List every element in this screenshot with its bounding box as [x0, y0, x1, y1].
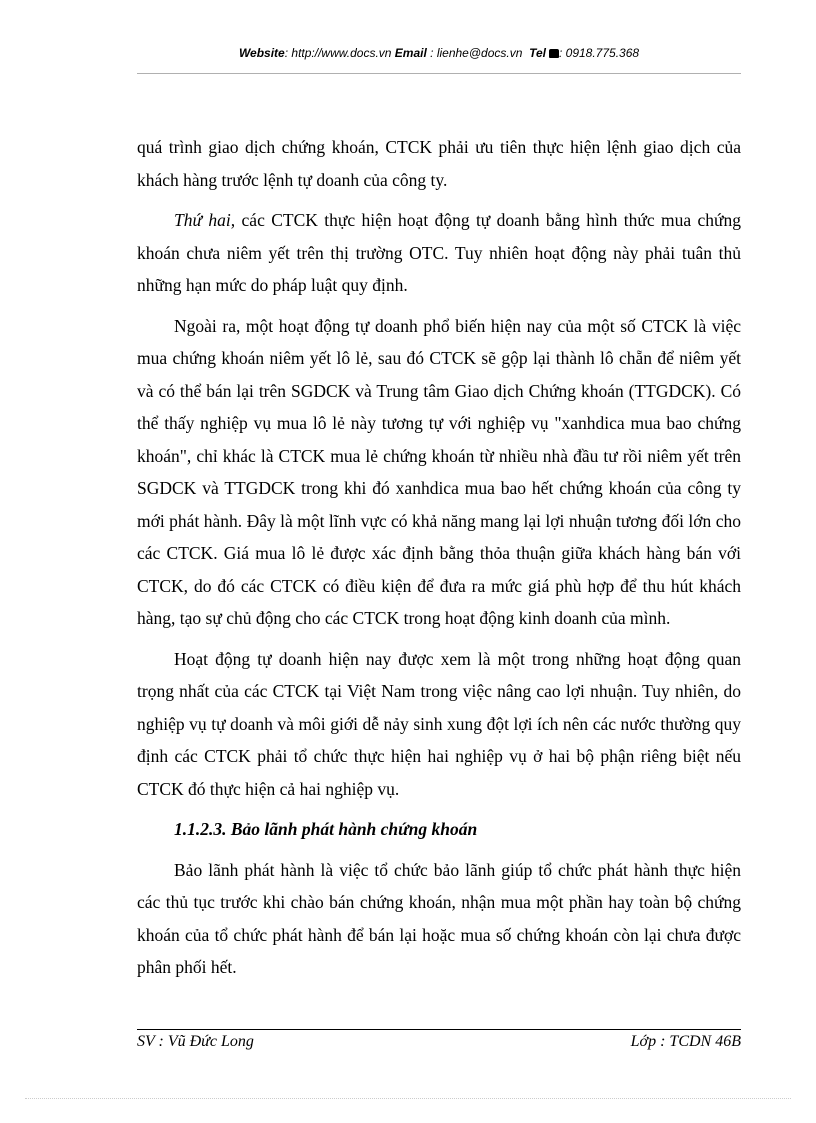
paragraph-1: quá trình giao dịch chứng khoán, CTCK phải ưu tiên thực hiện lệnh giao dịch của khách hàng trước lệnh tự doanh của công ty. [137, 137, 741, 190]
tel-label: Tel [529, 46, 546, 60]
paragraph-5: Bảo lãnh phát hành là việc tổ chức bảo lãnh giúp tổ chức phát hành thực hiện các thủ tục trước khi chào bán chứng khoán, nhận mua một phần hay toàn bộ chứng khoán của tổ chức phát hành để bán lại hoặc mua số chứng khoán còn lại chưa được phân phối hết. [137, 859, 741, 977]
email-label: Email [394, 46, 427, 60]
header-divider [137, 73, 741, 74]
section-heading: 1.1.2.3. Bảo lãnh phát hành chứng khoán [174, 819, 478, 839]
website-url[interactable]: http://www.docs.vn [291, 46, 392, 60]
paragraph-4: Hoạt động tự doanh hiện nay được xem là một trong những hoạt động quan trọng nhất của các CTCK tại Việt Nam trong việc nâng cao lợi nhuận. Tuy nhiên, do nghiệp vụ tự doanh và môi giới dễ nảy sinh xung đột lợi ích nên các nước thường quy định các CTCK phải tổ chức thực hiện hai nghiệp vụ ở hai bộ phận riêng biệt nếu CTCK đó thực hiện cả hai nghiệp vụ. [137, 648, 741, 799]
email-value[interactable]: lienhe@docs.vn [436, 46, 523, 60]
page-body [137, 131, 741, 992]
footer-divider [137, 1029, 741, 1030]
paragraph-2-lead: Thứ hai, [174, 210, 236, 230]
paragraph-3: Ngoài ra, một hoạt động tự doanh phổ biến hiện nay của một số CTCK là việc mua chứng khoán niêm yết lô lẻ, sau đó CTCK sẽ gộp lại thành lô chẵn để niêm yết và có thể bán lại trên SGDCK và Trung tâm Giao dịch Chứng khoán (TTGDCK). Có thể thấy nghiệp vụ mua lô lẻ này tương tự với nghiệp vụ "xanhdica mua bao chứng khoán", chỉ khác là CTCK mua lẻ chứng khoán từ nhiều nhà đầu tư rồi niêm yết trên SGDCK và TTGDCK trong khi đó xanhdica mua bao hết chứng khoán của công ty mới phát hành. Đây là một lĩnh vực có khả năng mang lại lợi nhuận tương đối lớn cho các CTCK. Giá mua lô lẻ được xác định bằng thỏa thuận giữa khách hàng bán với CTCK, do đó các CTCK có điều kiện để đưa ra mức giá phù hợp để thu hút khách hàng, tạo sự chủ động cho các CTCK trong hoạt động kinh doanh của mình. [137, 315, 741, 628]
page-bottom-edge [25, 1098, 791, 1099]
footer-student: SV : Vũ Đức Long [137, 1033, 254, 1050]
website-separator: : [284, 46, 292, 60]
website-label: Website [238, 46, 285, 60]
tel-value: : 0918.775.368 [558, 46, 640, 60]
paragraph-2 [137, 204, 741, 302]
page-header [137, 46, 741, 66]
footer-class: Lớp : TCDN 46B [630, 1033, 741, 1050]
email-separator: : [426, 46, 437, 60]
phone-icon [549, 49, 559, 58]
paragraph-2-text: các CTCK thực hiện hoạt động tự doanh bằng hình thức mua chứng khoán chưa niêm yết trên thị trường OTC. Tuy nhiên hoạt động này phải tuân thủ những hạn mức do pháp luật quy định. [137, 210, 741, 295]
